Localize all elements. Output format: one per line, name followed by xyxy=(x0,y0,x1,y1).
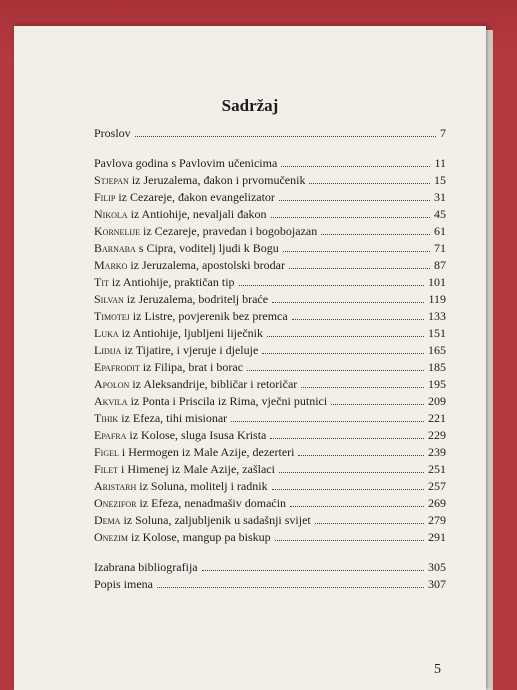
toc-entry-text: s Cipra, voditelj ljudi k Bogu xyxy=(135,241,279,255)
toc-entry xyxy=(94,292,446,309)
toc-entry-page: 165 xyxy=(428,343,446,357)
toc-entry xyxy=(94,309,446,326)
toc-entry-name: Tihik xyxy=(94,411,119,425)
toc-entry xyxy=(94,577,446,594)
toc-entry-page: 11 xyxy=(434,156,446,170)
toc-entry-label xyxy=(94,309,288,324)
toc-entry-page: 195 xyxy=(428,377,446,391)
toc-entry-name: Onezifor xyxy=(94,496,137,510)
toc-entry-text: iz Jeruzalema, đakon i prvomučenik xyxy=(128,173,306,187)
toc-entry xyxy=(94,462,446,479)
toc-entry-text: Popis imena xyxy=(94,577,153,591)
toc-entry-page: 209 xyxy=(428,394,446,408)
toc-entry xyxy=(94,173,446,190)
toc-entry-text: iz Kolose, mangup pa biskup xyxy=(128,530,271,544)
dot-leader xyxy=(202,569,424,571)
dot-leader xyxy=(275,539,424,541)
toc-entry xyxy=(94,530,446,547)
toc-entry-name: Lidija xyxy=(94,343,122,357)
toc-entry xyxy=(94,445,446,462)
toc-entry-label xyxy=(94,577,153,592)
toc-entry-label xyxy=(94,126,131,141)
toc-entry-page: 7 xyxy=(440,126,446,140)
toc-entry-text: iz Jeruzalema, bodritelj braće xyxy=(123,292,269,306)
dot-leader xyxy=(281,165,430,167)
toc-entry-text: iz Filipa, brat i borac xyxy=(139,360,244,374)
dot-leader xyxy=(301,386,424,388)
dot-leader xyxy=(271,216,430,218)
dot-leader xyxy=(298,454,424,456)
toc-entry xyxy=(94,207,446,224)
toc-entry-page: 221 xyxy=(428,411,446,425)
toc-entry-name: Silvan xyxy=(94,292,124,306)
dot-leader xyxy=(289,267,430,269)
toc-entry-page: 45 xyxy=(434,207,446,221)
toc-entry-text: iz Aleksandrije, bibličar i retoričar xyxy=(129,377,298,391)
dot-leader xyxy=(292,318,424,320)
toc-entry-label xyxy=(94,496,286,511)
toc-entry-name: Nikola xyxy=(94,207,128,221)
dot-leader xyxy=(272,301,424,303)
toc-entry-label xyxy=(94,377,297,392)
toc-entry xyxy=(94,496,446,513)
page-number: 5 xyxy=(434,662,441,677)
toc-entry-text: iz Antiohije, praktičan tip xyxy=(108,275,235,289)
toc-entry-name: Filet xyxy=(94,462,118,476)
dot-leader xyxy=(157,586,424,588)
toc-entry-text: iz Listre, povjerenik bez premca xyxy=(129,309,288,323)
toc-entry-text: iz Kolose, sluga Isusa Krista xyxy=(126,428,267,442)
toc-entry-name: Akvila xyxy=(94,394,128,408)
toc-entry-name: Kornelije xyxy=(94,224,140,238)
toc-entry xyxy=(94,513,446,530)
toc-entry-name: Tit xyxy=(94,275,109,289)
toc-entry-label xyxy=(94,530,271,545)
toc-entry xyxy=(94,411,446,428)
toc-entry-page: 87 xyxy=(434,258,446,272)
toc-entry-page: 15 xyxy=(434,173,446,187)
toc-entry-name: Filip xyxy=(94,190,116,204)
toc-entry-page: 119 xyxy=(428,292,446,306)
toc-entry-page: 101 xyxy=(428,275,446,289)
dot-leader xyxy=(272,488,424,490)
toc-entry-name: Luka xyxy=(94,326,119,340)
toc-entry-label xyxy=(94,156,277,171)
dot-leader xyxy=(270,437,424,439)
toc-entry-text: iz Tijatire, i vjeruje i djeluje xyxy=(121,343,259,357)
toc-entry-text: iz Soluna, zaljubljenik u sadašnji svijet xyxy=(120,513,311,527)
toc-entry-name: Onezim xyxy=(94,530,128,544)
toc-entry-page: 291 xyxy=(428,530,446,544)
toc-entry-label xyxy=(94,292,268,307)
toc-entry-name: Dema xyxy=(94,513,121,527)
toc-entry-page: 61 xyxy=(434,224,446,238)
dot-leader xyxy=(283,250,430,252)
toc-entry-label xyxy=(94,411,227,426)
toc-entry-page: 269 xyxy=(428,496,446,510)
toc-entry-page: 229 xyxy=(428,428,446,442)
dot-leader xyxy=(279,471,424,473)
toc-entry-text: iz Soluna, molitelj i radnik xyxy=(136,479,268,493)
toc-entry-label xyxy=(94,445,294,460)
toc-entry xyxy=(94,156,446,173)
toc-entry-page: 239 xyxy=(428,445,446,459)
toc-entry xyxy=(94,377,446,394)
toc-entry-label xyxy=(94,462,275,477)
toc-entry-text: iz Jeruzalema, apostolski brodar xyxy=(127,258,285,272)
toc-entry xyxy=(94,394,446,411)
dot-leader xyxy=(279,199,430,201)
toc-entry-text: Izabrana bibliografija xyxy=(94,560,198,574)
toc-entry-name: Epafra xyxy=(94,428,127,442)
toc-entry-name: Figel xyxy=(94,445,119,459)
toc-entry-page: 251 xyxy=(428,462,446,476)
toc-entry xyxy=(94,560,446,577)
toc-entry-text: i Hermogen iz Male Azije, dezerteri xyxy=(118,445,295,459)
toc-entry-label xyxy=(94,343,258,358)
toc-entry-name: Timotej xyxy=(94,309,130,323)
toc-entry-text: iz Antiohije, ljubljeni liječnik xyxy=(118,326,263,340)
toc-entry-page: 133 xyxy=(428,309,446,323)
toc-entry-text: iz Efeza, tihi misionar xyxy=(118,411,228,425)
toc-entry-text: Pavlova godina s Pavlovim učenicima xyxy=(94,156,278,170)
page-edge xyxy=(486,30,493,690)
toc-entry-label xyxy=(94,190,275,205)
toc-entry-label xyxy=(94,394,327,409)
toc-entry-name: Aristarh xyxy=(94,479,137,493)
toc-entry-label xyxy=(94,173,305,188)
toc-entry-text: iz Ponta i Priscila iz Rima, vječni putnici xyxy=(127,394,328,408)
toc-entry xyxy=(94,275,446,292)
dot-leader xyxy=(309,182,430,184)
toc-entry xyxy=(94,428,446,445)
toc-entry-name: Barnaba xyxy=(94,241,136,255)
dot-leader xyxy=(321,233,430,235)
toc-entry-page: 279 xyxy=(428,513,446,527)
toc-entry-name: Marko xyxy=(94,258,128,272)
toc-entry-label xyxy=(94,513,311,528)
toc-entry-label xyxy=(94,241,279,256)
toc-entry xyxy=(94,360,446,377)
toc-entry-label xyxy=(94,560,198,575)
toc-entry-name: Epafrodit xyxy=(94,360,140,374)
toc-entry xyxy=(94,224,446,241)
dot-leader xyxy=(315,522,424,524)
toc-entry-label xyxy=(94,224,317,239)
toc-entry-name: Stjepan xyxy=(94,173,129,187)
toc-entry-label xyxy=(94,275,235,290)
toc-entry xyxy=(94,241,446,258)
dot-leader xyxy=(267,335,424,337)
toc-entry-page: 305 xyxy=(428,560,446,574)
toc-entry xyxy=(94,258,446,275)
dot-leader xyxy=(231,420,424,422)
toc-entry-label xyxy=(94,326,263,341)
toc-entry xyxy=(94,190,446,207)
dot-leader xyxy=(290,505,424,507)
toc-entry-text: iz Cezareje, đakon evangelizator xyxy=(115,190,275,204)
toc-entry-page: 185 xyxy=(428,360,446,374)
book-page xyxy=(14,26,486,690)
dot-leader xyxy=(262,352,424,354)
toc-entry xyxy=(94,343,446,360)
toc-entry-label xyxy=(94,479,268,494)
toc-entry-text: iz Cezareje, pravedan i bogobojazan xyxy=(140,224,318,238)
dot-leader xyxy=(247,369,424,371)
toc-entry-page: 31 xyxy=(434,190,446,204)
toc-entry xyxy=(94,326,446,343)
toc-entry-page: 71 xyxy=(434,241,446,255)
toc-entry xyxy=(94,126,446,143)
dot-leader xyxy=(331,403,424,405)
toc-entry-text: i Himenej iz Male Azije, zašlaci xyxy=(118,462,275,476)
toc-entry-label xyxy=(94,360,243,375)
toc-entry-label xyxy=(94,258,285,273)
toc-entry-name: Apolon xyxy=(94,377,130,391)
dot-leader xyxy=(135,135,436,137)
toc-entry-page: 151 xyxy=(428,326,446,340)
toc-entry-text: iz Antiohije, nevaljali đakon xyxy=(127,207,267,221)
toc-entry-text: Proslov xyxy=(94,126,131,140)
toc-entry-label xyxy=(94,207,267,222)
toc-entry-text: iz Efeza, nenadmašiv domaćin xyxy=(136,496,287,510)
toc-title: Sadržaj xyxy=(221,96,279,115)
toc-entry xyxy=(94,479,446,496)
dot-leader xyxy=(239,284,424,286)
toc-entry-page: 257 xyxy=(428,479,446,493)
toc-entry-page: 307 xyxy=(428,577,446,591)
toc-entry-label xyxy=(94,428,266,443)
